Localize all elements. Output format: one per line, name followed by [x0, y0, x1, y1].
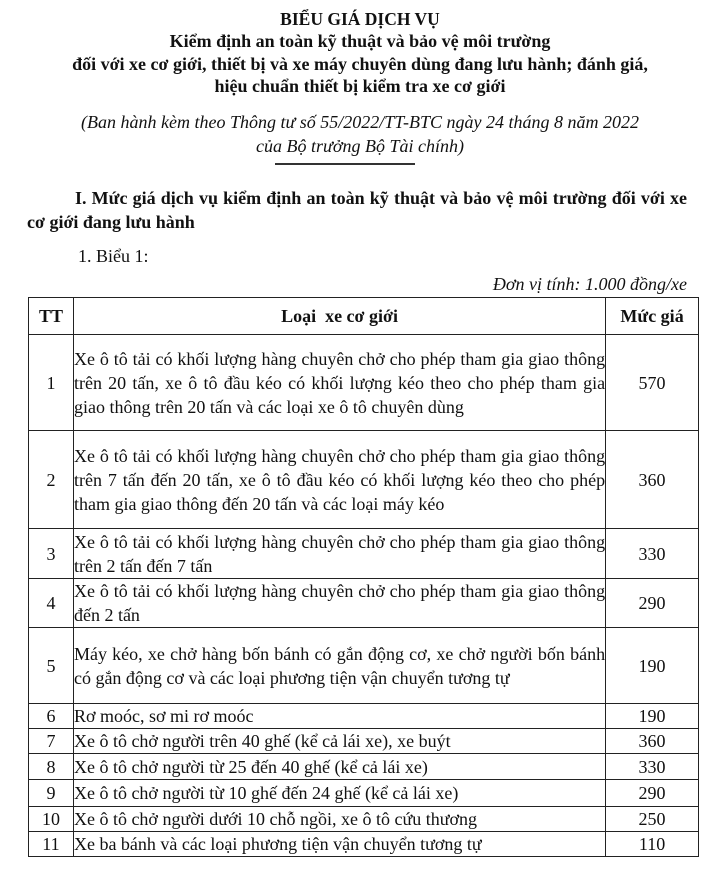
- row-tt: 10: [29, 807, 74, 832]
- section-heading: [27, 186, 687, 234]
- table-row: [29, 729, 699, 754]
- document-title: BIỂU GIÁ DỊCH VỤ: [280, 9, 440, 29]
- row-vehicle-type: Rơ moóc, sơ mi rơ moóc: [73, 704, 605, 729]
- row-price: 250: [606, 807, 699, 832]
- table-row: [29, 335, 699, 431]
- row-vehicle-type: Xe ô tô tải có khối lượng hàng chuyên chở cho phép tham gia giao thông đến 2 tấn: [73, 579, 605, 628]
- table-row: [29, 807, 699, 832]
- item-label: 1. Biểu 1:: [78, 246, 149, 266]
- row-tt: 6: [29, 704, 74, 729]
- table-row: [29, 704, 699, 729]
- row-price: 290: [606, 780, 699, 807]
- table-row: [29, 529, 699, 579]
- row-vehicle-type: Xe ba bánh và các loại phương tiện vận chuyển tương tự: [73, 832, 605, 857]
- row-vehicle-type: Xe ô tô chở người từ 10 ghế đến 24 ghế (kể cả lái xe): [73, 780, 605, 807]
- row-vehicle-type: Xe ô tô tải có khối lượng hàng chuyên chở cho phép tham gia giao thông trên 20 tấn, xe ô tô đầu kéo có khối lượng kéo theo cho phép tham gia giao thông trên 20 tấn và các loại xe ô tô chuyên dùng: [73, 335, 605, 431]
- row-tt: 7: [29, 729, 74, 754]
- row-price: 360: [606, 431, 699, 529]
- subtitle-line: Kiểm định an toàn kỹ thuật và bảo vệ môi trường: [169, 31, 551, 51]
- issued-line: của Bộ trưởng Bộ Tài chính): [256, 136, 464, 156]
- row-tt: 5: [29, 628, 74, 704]
- row-price: 570: [606, 335, 699, 431]
- row-price: 330: [606, 529, 699, 579]
- table-row: [29, 579, 699, 628]
- row-price: 190: [606, 704, 699, 729]
- row-vehicle-type: Xe ô tô chở người trên 40 ghế (kể cả lái xe), xe buýt: [73, 729, 605, 754]
- row-vehicle-type: Máy kéo, xe chở hàng bốn bánh có gắn động cơ, xe chở người bốn bánh có gắn động cơ và các loại phương tiện vận chuyển tương tự: [73, 628, 605, 704]
- subtitle-line: hiệu chuẩn thiết bị kiểm tra xe cơ giới: [214, 76, 506, 96]
- table-row: [29, 832, 699, 857]
- issued-line: (Ban hành kèm theo Thông tư số 55/2022/TT-BTC ngày 24 tháng 8 năm 2022: [81, 112, 639, 132]
- row-vehicle-type: Xe ô tô tải có khối lượng hàng chuyên chở cho phép tham gia giao thông trên 7 tấn đến 20 tấn, xe ô tô đầu kéo có khối lượng kéo theo cho phép tham gia giao thông đến 20 tấn và các loại máy kéo: [73, 431, 605, 529]
- row-tt: 2: [29, 431, 74, 529]
- table-row: [29, 431, 699, 529]
- row-tt: 9: [29, 780, 74, 807]
- row-price: 360: [606, 729, 699, 754]
- header-price: Mức giá: [606, 298, 699, 335]
- table-header-row: [29, 298, 699, 335]
- header-tt: TT: [29, 298, 74, 335]
- table-row: [29, 628, 699, 704]
- table-row: [29, 780, 699, 807]
- subtitle-line: đối với xe cơ giới, thiết bị và xe máy chuyên dùng đang lưu hành; đánh giá,: [72, 53, 648, 74]
- header-vehicle-type: Loại xe cơ giới: [73, 298, 605, 335]
- row-price: 190: [606, 628, 699, 704]
- table-row: [29, 754, 699, 780]
- unit-note: Đơn vị tính: 1.000 đồng/xe: [492, 274, 687, 294]
- row-tt: 8: [29, 754, 74, 780]
- document-subtitle: [0, 30, 720, 98]
- title-divider: [275, 163, 415, 165]
- row-vehicle-type: Xe ô tô tải có khối lượng hàng chuyên chở cho phép tham gia giao thông trên 2 tấn đến 7 tấn: [73, 529, 605, 579]
- row-price: 330: [606, 754, 699, 780]
- row-price: 290: [606, 579, 699, 628]
- row-vehicle-type: Xe ô tô chở người dưới 10 chỗ ngồi, xe ô tô cứu thương: [73, 807, 605, 832]
- row-tt: 11: [29, 832, 74, 857]
- row-tt: 3: [29, 529, 74, 579]
- price-table: [28, 297, 699, 857]
- row-vehicle-type: Xe ô tô chở người từ 25 đến 40 ghế (kể cả lái xe): [73, 754, 605, 780]
- row-tt: 4: [29, 579, 74, 628]
- row-tt: 1: [29, 335, 74, 431]
- row-price: 110: [606, 832, 699, 857]
- issued-note: [0, 110, 720, 158]
- section-heading-text: I. Mức giá dịch vụ kiểm định an toàn kỹ thuật và bảo vệ môi trường đối với xe cơ giới đang lưu hành: [27, 188, 687, 232]
